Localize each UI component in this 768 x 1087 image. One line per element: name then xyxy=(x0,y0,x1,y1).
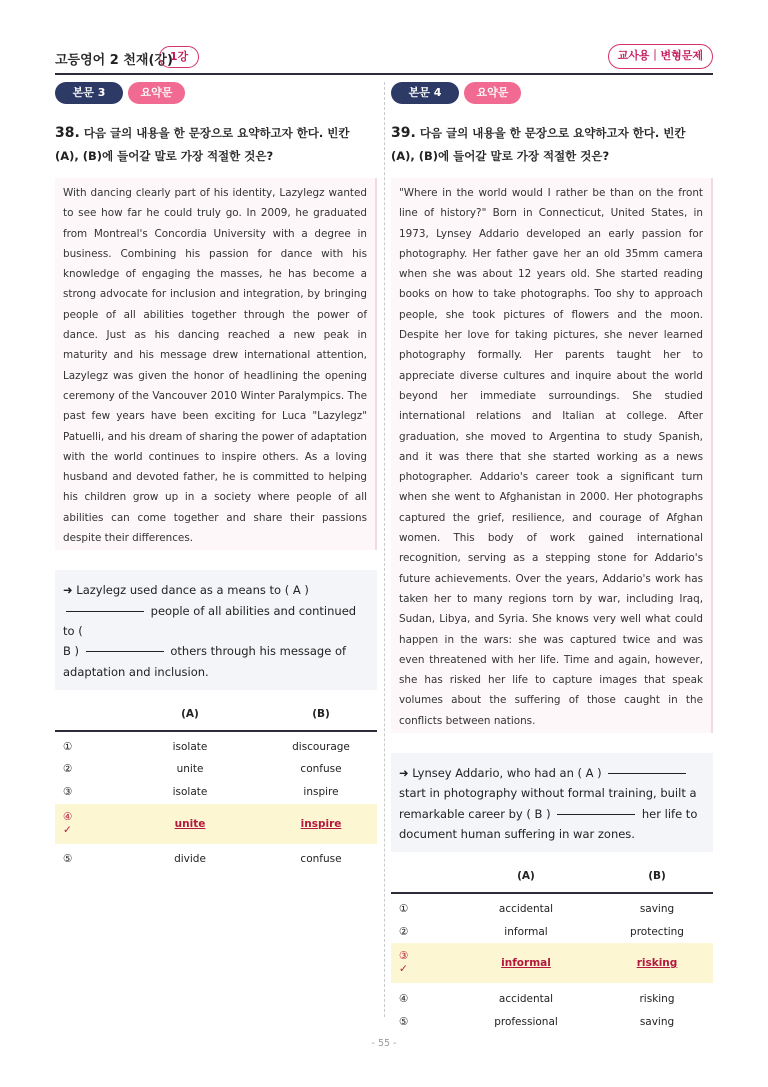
column-header-a: (A) xyxy=(451,860,601,893)
choice-b: saving xyxy=(639,903,675,916)
choice-number: ④ xyxy=(399,992,409,1005)
choice-row[interactable] xyxy=(55,844,377,871)
choice-a: unite xyxy=(115,804,265,844)
summary-sentence xyxy=(55,570,377,689)
choice-row[interactable] xyxy=(391,1010,713,1033)
question-text: 다음 글의 내용을 한 문장으로 요약하고자 한다. 빈칸 (A), (B)에 들어갈 말로 가장 적절한 것은? xyxy=(55,126,350,163)
blank-b xyxy=(86,651,164,652)
summary-part: B ) xyxy=(63,644,80,659)
answer-choices-table xyxy=(55,698,377,871)
body-tag: 본문 3 xyxy=(55,82,123,104)
blank-a xyxy=(66,611,144,612)
choice-number: ③ xyxy=(399,950,409,963)
choice-b: risking xyxy=(639,992,675,1005)
summary-part: ➜ Lazylegz used dance as a means to ( A ) xyxy=(63,583,309,598)
choice-b: confuse xyxy=(300,763,342,776)
column-header-b: (B) xyxy=(265,698,377,731)
choice-number: ⑤ xyxy=(63,853,73,866)
header-divider xyxy=(55,73,713,75)
reading-passage xyxy=(55,178,377,550)
summary-part: ➜ Lynsey Addario, who had an ( A ) xyxy=(399,766,602,781)
column-header-a: (A) xyxy=(115,698,265,731)
choice-number: ② xyxy=(399,925,409,938)
blank-a xyxy=(608,773,686,774)
choice-number: ② xyxy=(63,763,73,776)
check-icon: ✓ xyxy=(399,963,408,976)
choice-b: inspire xyxy=(303,786,339,799)
choice-b: saving xyxy=(639,1015,675,1028)
question-text: 다음 글의 내용을 한 문장으로 요약하고자 한다. 빈칸 (A), (B)에 들어갈 말로 가장 적절한 것은? xyxy=(391,126,686,163)
summary-part: others through his message of adaptation and inclusion. xyxy=(63,644,347,679)
passage-text: "Where in the world would I rather be than on the front line of history?" Born in Connecticut, United States, in 1973, Lynsey Addario developed an early passion for photography. Her father gave her an old 35mm camera when she was about 12 years old. She started reading books on how to take photographs. Too shy to approach people, she took pictures of flowers and the moon. Despite her love for taking pictures, she never learned photography formally. Her parents taught her to appreciate diverse cultures and inquire about the world beyond her immediate surroundings. She studied international relations and Italian at college. After graduation, she moved to Argentina to study Spanish, and it was there that she started working as a news photographer. Addario's career took a significant turn when she went to Afghanistan in 2000. Her photographs captured the grief, resilience, and courage of Afghan women. This body of work gained international recognition, serving as a stepping stone for Addario's future achievements. Over the years, Addario's work has taken her to many regions torn by war, including Iraq, Sudan, Libya, and Syria. She knows very well what could happen in the wars: she was captured twice and was even threatened with her life. Time and again, however, she has risked her life to capture images that speak volumes about the suffering of those caught in the conflicts between nations. xyxy=(399,187,703,727)
choice-number: ③ xyxy=(63,786,73,799)
body-tag: 본문 4 xyxy=(391,82,459,104)
question-prompt xyxy=(391,122,713,168)
choice-b: protecting xyxy=(630,925,684,938)
choice-row[interactable] xyxy=(391,983,713,1010)
choice-b: risking xyxy=(601,943,713,983)
column-header-b: (B) xyxy=(601,860,713,893)
summary-sentence xyxy=(391,753,713,852)
choice-a: isolate xyxy=(172,786,208,799)
choice-b: confuse xyxy=(300,853,342,866)
choice-number: ④ xyxy=(63,810,73,823)
column-divider xyxy=(384,82,385,1017)
textbook-title: 고등영어 2 천재(강) xyxy=(55,53,173,68)
choice-a: unite xyxy=(176,763,204,776)
teacher-version-badge: 교사용｜변형문제 xyxy=(608,44,713,69)
choice-b: discourage xyxy=(292,740,350,753)
summary-tag: 요약문 xyxy=(464,82,521,104)
choice-row[interactable] xyxy=(391,893,713,920)
summary-part: people of all abilities and continued to ( xyxy=(63,603,357,638)
choice-row[interactable] xyxy=(391,920,713,943)
choice-row[interactable] xyxy=(55,731,377,758)
page-number: - 55 - xyxy=(371,1038,397,1049)
choice-a: divide xyxy=(174,853,206,866)
summary-part: in photography without formal training, built a remarkable career by ( B ) xyxy=(399,786,697,821)
choice-a: accidental xyxy=(498,992,554,1005)
choice-row[interactable] xyxy=(55,758,377,781)
section-tags xyxy=(55,82,377,104)
correct-choice-row[interactable] xyxy=(55,804,377,844)
choice-number: ① xyxy=(399,903,409,916)
check-icon: ✓ xyxy=(63,823,72,836)
choice-row[interactable] xyxy=(55,781,377,804)
choice-b: inspire xyxy=(265,804,377,844)
page-header xyxy=(55,43,713,75)
choice-a: isolate xyxy=(172,740,208,753)
correct-choice-row[interactable] xyxy=(391,943,713,983)
reading-passage xyxy=(391,178,713,733)
summary-tag: 요약문 xyxy=(128,82,185,104)
choice-a: informal xyxy=(504,925,548,938)
summary-part: start xyxy=(399,786,426,801)
section-tags xyxy=(391,82,713,104)
blank-b xyxy=(557,814,635,815)
answer-choices-table xyxy=(391,860,713,1033)
question-prompt xyxy=(55,122,377,168)
question-39-column xyxy=(391,82,713,1033)
question-number: 39. xyxy=(391,125,416,141)
choice-number: ⑤ xyxy=(399,1015,409,1028)
choice-number: ① xyxy=(63,740,73,753)
choice-a: informal xyxy=(451,943,601,983)
choice-a: accidental xyxy=(498,903,554,916)
lesson-badge: 1강 xyxy=(159,46,199,68)
question-number: 38. xyxy=(55,125,80,141)
question-38-column xyxy=(55,82,377,871)
passage-text: With dancing clearly part of his identity, Lazylegz wanted to see how far he could truly go. In 2009, he graduated from Montreal's Concordia University with a degree in business. Combining his passion for dance with his knowledge of engaging the masses, he has become a strong advocate for inclusion and integration, by bringing people of all abilities together through the power of dance. Just as his dancing reached a new peak in maturity and his message drew international attention, Lazylegz was given the honor of headlining the opening ceremony of the Vancouver 2010 Winter Paralympics. The past few years have been exciting for Luca "Lazylegz" Patuelli, and his dream of sharing the power of adaptation with the world continues to inspire others. As a loving husband and devoted father, he is committed to helping his children grow up in a society where people of all abilities can come together and share their passions despite their differences. xyxy=(63,187,367,545)
summary-part: her life to document human suffering in war zones. xyxy=(399,806,698,841)
choice-a: professional xyxy=(494,1015,558,1028)
